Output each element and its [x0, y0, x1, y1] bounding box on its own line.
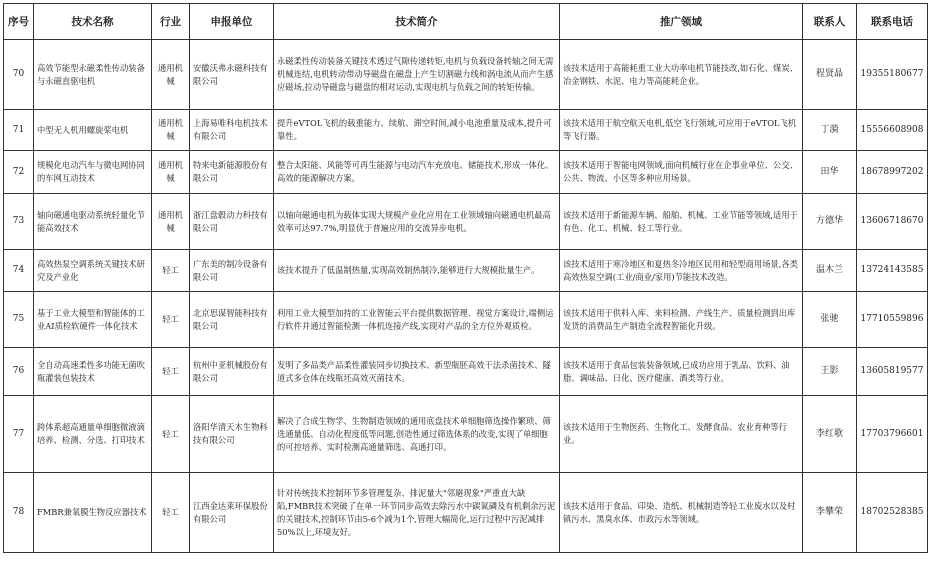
header-intro: 技术简介 [274, 4, 560, 40]
cell-industry: 轻工 [152, 250, 190, 292]
cell-phone: 13724143585 [857, 250, 928, 292]
cell-industry: 轻工 [152, 348, 190, 396]
cell-field: 该技术适用于供料入库、来料检测、产线生产、质量检测到出库发货的消费品生产制造全流程智能化升级。 [560, 292, 803, 348]
cell-unit: 特来电新能源股份有限公司 [190, 151, 274, 194]
cell-intro: 永磁柔性传动装备关键技术透过气隙传递转矩,电机与负载设备转轴之间无需机械连结,电机转动带动导磁盘在磁盘上产生切割磁力线和涡电流从而产生感应磁场,拉动导磁盘与磁盘的相对运动,实现电机与负载之间的转矩传输。 [274, 40, 560, 110]
cell-unit: 江西金达莱环保股份有限公司 [190, 473, 274, 553]
cell-phone: 17703796601 [857, 396, 928, 473]
cell-unit: 安徽沃弗永磁科技有限公司 [190, 40, 274, 110]
cell-industry: 通用机械 [152, 110, 190, 151]
cell-no: 72 [4, 151, 34, 194]
cell-no: 75 [4, 292, 34, 348]
cell-tech-name: 基于工业大模型和智能体的工业AI质检软硬件一体化技术 [34, 292, 152, 348]
table-row [4, 151, 928, 194]
cell-no: 77 [4, 396, 34, 473]
cell-unit: 上海易唯科电机技术有限公司 [190, 110, 274, 151]
header-tech-name: 技术名称 [34, 4, 152, 40]
cell-phone: 19355180677 [857, 40, 928, 110]
cell-unit: 杭州中亚机械股份有限公司 [190, 348, 274, 396]
cell-contact: 丁漪 [803, 110, 857, 151]
cell-intro: 以轴向磁通电机为载体实现大规模产业化应用在工业领域轴向磁通电机最高效率可达97.7%,明显优于普遍应用的交流异步电机。 [274, 194, 560, 250]
cell-field: 该技术适用于生物医药、生物化工、发酵食品、农业育种等行业。 [560, 396, 803, 473]
cell-no: 78 [4, 473, 34, 553]
header-unit: 申报单位 [190, 4, 274, 40]
cell-intro: 利用工业大模型加持的工业智能云平台提供数据管理、视觉方案设计,端侧运行软件并通过智能检测一体机连接产线,实现对产品的全方位外观质检。 [274, 292, 560, 348]
table-row [4, 396, 928, 473]
cell-contact: 田华 [803, 151, 857, 194]
cell-unit: 浙江盘毂动力科技有限公司 [190, 194, 274, 250]
cell-field: 该技术适用于智能电网领域,面向机械行业在企事业单位、公交、公共、物流、小区等多种应用场景。 [560, 151, 803, 194]
cell-unit: 北京思谋智能科技有限公司 [190, 292, 274, 348]
cell-no: 70 [4, 40, 34, 110]
header-phone: 联系电话 [857, 4, 928, 40]
cell-intro: 提升eVTOL飞机的载重能力、续航、滞空时间,减小电池重量及成本,提升可靠性。 [274, 110, 560, 151]
cell-tech-name: 高效热泵空调系统关键技术研究及产业化 [34, 250, 152, 292]
cell-no: 76 [4, 348, 34, 396]
cell-intro: 发明了多品类产品柔性灌装同步切换技术、新型瓶胚高效干法杀菌技术、隧道式多仓体在线瓶坯高效灭菌技术。 [274, 348, 560, 396]
cell-field: 该技术适用于食品包装装备领域,已成功应用于乳品、饮料、油脂、调味品、日化、医疗健康、酒类等行业。 [560, 348, 803, 396]
cell-contact: 程贤晶 [803, 40, 857, 110]
cell-contact: 王影 [803, 348, 857, 396]
table-row [4, 292, 928, 348]
cell-intro: 整合太阳能、风能等可再生能源与电动汽车充放电、储能技术,形成一体化、高效的能源解决方案。 [274, 151, 560, 194]
cell-industry: 轻工 [152, 292, 190, 348]
cell-contact: 李攀荣 [803, 473, 857, 553]
cell-industry: 通用机械 [152, 40, 190, 110]
header-contact: 联系人 [803, 4, 857, 40]
cell-intro: 解决了合成生物学、生物制造领域的通用底盘技术单细胞筛选操作繁琐、筛选通量低、自动化程度低等问题,创造性通过筛选体系的改变,实现了单细胞的可控培养、实时检测高通量筛选、高通打印。 [274, 396, 560, 473]
cell-industry: 通用机械 [152, 194, 190, 250]
cell-tech-name: 跨体系超高通量单细胞微液滴培养、检测、分选、打印技术 [34, 396, 152, 473]
table-row [4, 40, 928, 110]
cell-no: 73 [4, 194, 34, 250]
header-no: 序号 [4, 4, 34, 40]
cell-tech-name: 轴向磁通电驱动系统轻量化节能高效技术 [34, 194, 152, 250]
cell-intro: 该技术提升了低温制热量,实现高效制热制冷,能够进行大规模批量生产。 [274, 250, 560, 292]
cell-industry: 通用机械 [152, 151, 190, 194]
cell-intro: 针对传统技术控制环节多管理复杂、排泥量大"邻避现象"严重直大缺陷,FMBR技术突破了在单一环节同步高效去除污水中碳氮磷及有机剩余污泥的关键技术,控制环节由5-6个减为1个,管理大幅简化,运行过程中污泥减排50%以上,环境友好。 [274, 473, 560, 553]
table-header-row [4, 4, 928, 40]
technology-table [3, 3, 928, 553]
cell-no: 74 [4, 250, 34, 292]
cell-industry: 轻工 [152, 396, 190, 473]
cell-field: 该技术适用于航空航天电机,低空飞行领域,可应用于eVTOL飞机等飞行器。 [560, 110, 803, 151]
cell-tech-name: 规模化电动汽车与微电网协同的车网互动技术 [34, 151, 152, 194]
cell-contact: 张驰 [803, 292, 857, 348]
cell-contact: 温木兰 [803, 250, 857, 292]
cell-contact: 方德华 [803, 194, 857, 250]
cell-phone: 18702528385 [857, 473, 928, 553]
table-row [4, 194, 928, 250]
cell-phone: 13605819577 [857, 348, 928, 396]
cell-field: 该技术适用于食品、印染、造纸、机械制造等轻工业废水以及村镇污水、黑臭水体、市政污水等领域。 [560, 473, 803, 553]
cell-field: 该技术适用于寒冷地区和夏热冬冷地区民用和轻型商用场景,各类高效热泵空调(工业/商业/家用)节能技术改造。 [560, 250, 803, 292]
cell-phone: 18678997202 [857, 151, 928, 194]
cell-no: 71 [4, 110, 34, 151]
table-row [4, 250, 928, 292]
cell-phone: 13606718670 [857, 194, 928, 250]
cell-phone: 15556608908 [857, 110, 928, 151]
table-row [4, 473, 928, 553]
header-industry: 行业 [152, 4, 190, 40]
cell-industry: 轻工 [152, 473, 190, 553]
table-row [4, 348, 928, 396]
table-row [4, 110, 928, 151]
cell-tech-name: 中型无人机用螺旋桨电机 [34, 110, 152, 151]
cell-phone: 17710559896 [857, 292, 928, 348]
cell-field: 该技术适用于高能耗重工业大功率电机节能技改,如石化、煤炭、冶金钢铁、水泥、电力等高能耗企业。 [560, 40, 803, 110]
cell-unit: 广东美的制冷设备有限公司 [190, 250, 274, 292]
cell-tech-name: FMBR兼氧膜生物反应器技术 [34, 473, 152, 553]
cell-contact: 李红歌 [803, 396, 857, 473]
cell-tech-name: 高效节能型永磁柔性传动装备与永磁直驱电机 [34, 40, 152, 110]
header-field: 推广领域 [560, 4, 803, 40]
cell-unit: 洛阳华清天木生物科技有限公司 [190, 396, 274, 473]
cell-tech-name: 全自动高速柔性多功能无菌吹瓶灌装包装技术 [34, 348, 152, 396]
cell-field: 该技术适用于新能源车辆、船舶、机械、工业节能等领域,适用于有色、化工、机械、轻工等行业。 [560, 194, 803, 250]
